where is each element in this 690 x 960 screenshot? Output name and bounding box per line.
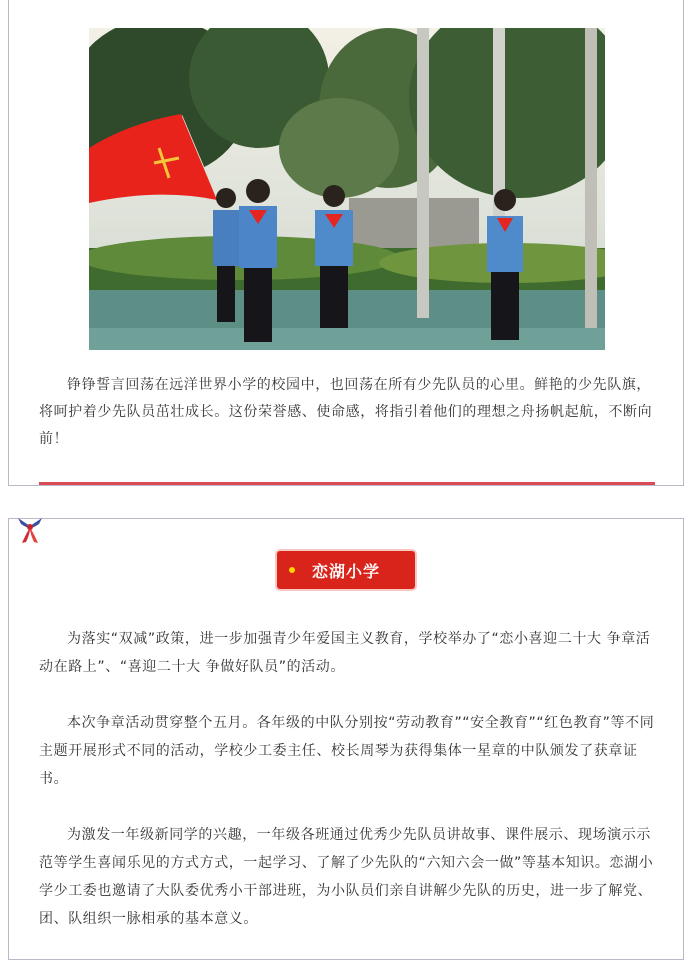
paragraph-2: 本次争章活动贯穿整个五月。各年级的中队分别按“劳动教育”“安全教育”“红色教育”等不同主题开展形式不同的活动，学校少工委主任、校长周琴为获得集体一星章的中队颁发了获章证书。 [39, 715, 655, 787]
article-card-lianhu [8, 518, 684, 960]
ribbon-icon [15, 514, 45, 546]
photo-caption: 铮铮誓言回荡在远洋世界小学的校园中，也回荡在所有少先队员的心里。鲜艳的少先队旗，将呵护着少先队员茁壮成长。这份荣誉感、使命感，将指引着他们的理想之舟扬帆起航，不断向前！ [39, 377, 653, 447]
flag-ceremony-photo [89, 28, 605, 350]
paragraph-3: 为激发一年级新同学的兴趣，一年级各班通过优秀少先队员讲故事、课件展示、现场演示示范等学生喜闻乐见的方式方式，一起学习、了解了少先队的“六知六会一做”等基本知识。恋湖小学少工委也邀请了大队委优秀小干部进班，为小队员们亲自讲解少先队的历史，进一步了解党、团、队组织一脉相承的基本意义。 [39, 827, 654, 927]
photo-illustration [89, 28, 605, 350]
section-divider [39, 482, 655, 485]
article-card-top [8, 0, 684, 486]
school-title: 恋湖小学 [311, 561, 380, 581]
school-title-badge [277, 551, 415, 589]
dot-icon [289, 567, 295, 573]
paragraph-1: 为落实“双减”政策，进一步加强青少年爱国主义教育，学校举办了“恋小喜迎二十大 争章活动在路上”、“喜迎二十大 争做好队员”的活动。 [39, 631, 651, 675]
